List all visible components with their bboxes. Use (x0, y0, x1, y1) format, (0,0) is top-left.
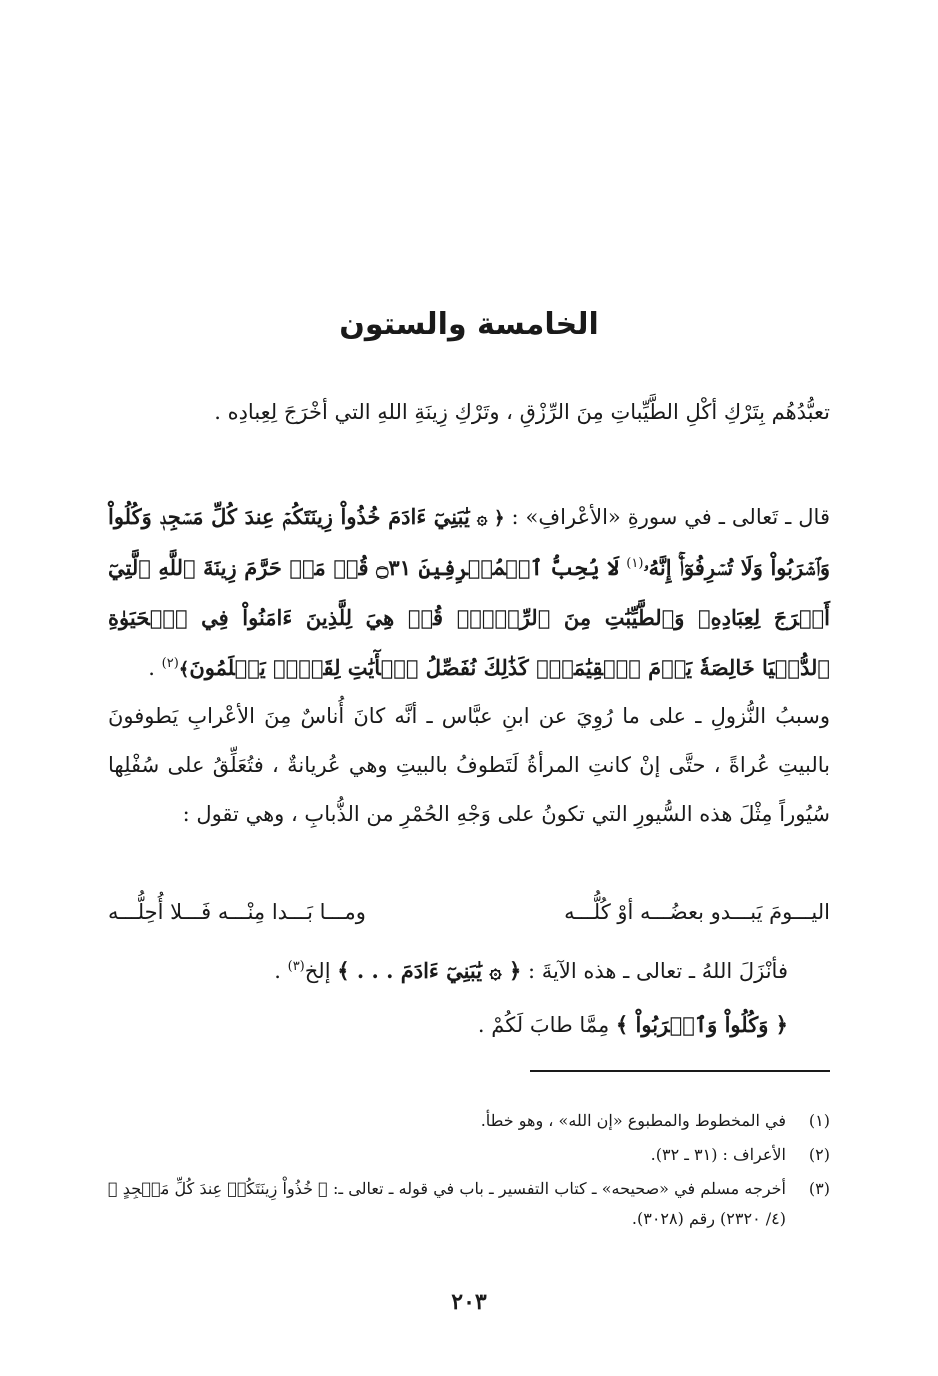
line-end-mark: . (274, 959, 281, 983)
chapter-title: الخامسة والستون (339, 307, 599, 342)
footnote-number: (١) (808, 1111, 830, 1130)
eat-drink-line (478, 1000, 788, 1050)
quran-verse-part-a: يَٰبَنِيٓ ءَادَمَ خُذُواْ زِينَتَكُمۡ عِندَ كُلِّ مَسۡجِدٖ وَكُلُواْ وَٱشۡرَبُواْ وَلَا تُسۡرِفُوٓاْۚ إِنَّهُۥ (108, 504, 830, 580)
footnotes-list (108, 1106, 830, 1238)
quran-open-bracket-icon: ﴿ ۞ (476, 508, 505, 529)
eat-drink-text: مِمَّا طابَ لَكُمْ . (477, 1013, 610, 1037)
paragraph-end-mark: . (148, 656, 155, 680)
footnote-number: (٣) (808, 1179, 830, 1198)
poem-hemistich-second: ومـــا بَـــدا مِنْـــه فَـــلا أُحِلُّـــه (108, 900, 366, 924)
quran-verse-part-b: لَا يُحِبُّ ٱلۡمُسۡرِفِينَ ۝٣١ قُلۡ مَنۡ حَرَّمَ زِينَةَ ٱللَّهِ ٱلَّتِيٓ أَخۡرَجَ لِعِبَادِهِۦ وَٱلطَّيِّبَٰتِ مِنَ ٱلرِّزۡقِۚ قُلۡ هِيَ لِلَّذِينَ ءَامَنُواْ فِي ٱلۡحَيَوٰةِ ٱلدُّنۡيَا خَالِصَةٗ يَوۡمَ ٱلۡقِيَٰمَةِۗ كَذَٰلِكَ نُفَصِّلُ ٱلۡأٓيَٰتِ لِقَوۡمٖ يَعۡلَمُونَ (108, 555, 830, 680)
poem-verse (108, 888, 830, 937)
footnote-item (108, 1106, 830, 1136)
footnote-divider (530, 1070, 830, 1072)
etc-word: إلخ (304, 959, 331, 983)
footnote-ref-2: (٢) (161, 656, 179, 671)
paragraph-reason-of-revelation: وسببُ النُّزولِ ـ على ما رُوِيَ عن ابنِ عبَّاس ـ أنَّه كانَ أُناسٌ مِنَ الأعْرابِ يَطوفونَ بالبيتِ عُراةً ، حتَّى إنْ كانتِ المرأةُ لَتَطوفُ بالبيتِ وهي عُريانةٌ ، فتُعَلِّقُ على سُفْلِها سُيُوراً مِثْلَ هذه السُّيورِ التي تكونُ على وَجْهِ الحُمْرِ من الذُّبابِ ، وهي تقول : (108, 704, 830, 826)
footnote-text: أخرجه مسلم في «صحيحه» ـ كتاب التفسير ـ باب في قوله ـ تعالى ـ: ﴿ خُذُواْ زِينَتَكُمۡ عِندَ كُلِّ مَسۡجِدٍ ﴾ (٤/ ٢٣٢٠) رقم (٣٠٢٨). (108, 1179, 786, 1228)
citation-intro: قال ـ تَعالى ـ في سورةِ «الأعْرافِ» : (511, 505, 830, 529)
paragraph-quran-citation (108, 492, 830, 694)
quran-verse-short: ﴿ ۞ يَٰبَنِيٓ ءَادَمَ . . . ﴾ (337, 958, 522, 983)
poem-hemistich-first: اليـــومَ يَبـــدو بعضُـــه أوْ كُلُّـــه (564, 900, 830, 924)
footnote-ref-1: (١) (626, 556, 644, 571)
quran-verse-eat-drink: ﴿ وَكُلُواْ وَٱشۡرَبُواْ ﴾ (615, 1012, 788, 1037)
footnote-item (108, 1174, 830, 1234)
footnote-number: (٢) (808, 1145, 830, 1164)
footnote-text: الأعراف : (٣١ ـ ٣٢). (650, 1145, 786, 1164)
paragraph-intro: تعبُّدُهُم بِتَرْكِ أكْلِ الطَّيِّباتِ مِنَ الرِّزْقِ ، وتَرْكِ زِينَةِ اللهِ التي أخْرَجَ لِعِبادِه . (214, 400, 830, 424)
footnote-text: في المخطوط والمطبوع «إن الله» ، وهو خطأ. (480, 1111, 786, 1130)
quran-close-bracket-icon: ﴾ (178, 659, 190, 680)
revelation-line (274, 946, 788, 996)
footnote-ref-3: (٣) (287, 959, 305, 974)
footnote-item (108, 1140, 830, 1170)
revelation-text: فأنْزَلَ اللهُ ـ تعالى ـ هذه الآيةَ : (528, 959, 788, 983)
page-number: ٢٠٣ (451, 1289, 487, 1315)
